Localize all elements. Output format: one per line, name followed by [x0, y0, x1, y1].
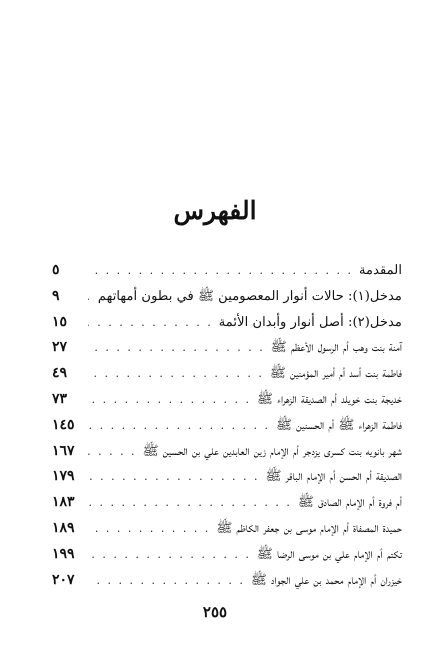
- toc-entry-title: مدخل(١): حالات أنوار المعصومين ﷺ في بطون أمهاتهم: [97, 288, 402, 304]
- toc-entry-title: المقدمة: [358, 263, 402, 278]
- toc-entry: [52, 568, 402, 594]
- page-number: ٢٥٥: [202, 603, 228, 621]
- toc-entry: [52, 387, 402, 413]
- toc-leader-dots: [88, 310, 213, 336]
- toc-leader-dots: [88, 387, 251, 413]
- toc-leader-dots: [88, 361, 264, 387]
- toc-entry: [52, 335, 402, 361]
- page-title: الفهرس: [173, 196, 257, 225]
- toc-entry-page: ١٦٧: [52, 442, 75, 459]
- toc-entry: [52, 542, 402, 568]
- toc-entry-title: مدخل(٢): أصل أنوار وأبدان الأئمة: [218, 314, 402, 330]
- toc-entry-title: حميدة المصفاة أم الإمام موسى بن جعفر الكاظم ﷺ: [216, 520, 402, 536]
- toc-entry-page: ١٨٣: [52, 494, 75, 511]
- toc-entry-page: ١٤٥: [52, 416, 75, 433]
- toc-entry: [52, 258, 402, 284]
- toc-leader-dots: [88, 284, 92, 310]
- toc-entry: [52, 361, 402, 387]
- toc-entry: [52, 439, 402, 465]
- toc-entry-page: ٤٩: [52, 365, 68, 382]
- toc-entry-title: فاطمة بنت أسد أم أمير المؤمنين ﷺ: [269, 366, 402, 382]
- toc-entry-page: ٥: [52, 262, 60, 278]
- toc-entry-page: ٢٠٧: [52, 571, 75, 588]
- toc-entry: [52, 413, 402, 439]
- toc-entry-title: أم فروة أم الإمام الصادق ﷺ: [297, 495, 402, 511]
- table-of-contents: [52, 258, 402, 593]
- toc-leader-dots: [88, 464, 260, 490]
- toc-entry-title: آمنة بنت وهب أم الرسول الأعظم ﷺ: [270, 340, 402, 356]
- toc-entry-title: تكتم أم الإمام علي بن موسى الرضا ﷺ: [256, 546, 402, 562]
- toc-entry-page: ٩: [52, 287, 60, 304]
- toc-leader-dots: [88, 542, 251, 568]
- toc-entry-page: ١٥: [52, 313, 68, 330]
- toc-entry: [52, 284, 402, 310]
- toc-leader-dots: [88, 490, 292, 516]
- toc-entry: [52, 490, 402, 516]
- toc-entry-title: شهر بانويه بنت كسرى يزدجر أم الإمام زين العابدين علي بن الحسين ﷺ: [142, 443, 402, 459]
- toc-entry-page: ٢٧: [52, 339, 68, 356]
- toc-entry-page: ١٧٩: [52, 468, 75, 485]
- toc-entry-title: فاطمة الزهراء ﷺ أم الحسنين ﷺ: [276, 417, 402, 433]
- toc-entry: [52, 516, 402, 542]
- toc-leader-dots: [88, 335, 265, 361]
- toc-leader-dots: [88, 413, 270, 439]
- toc-entry-page: ١٩٩: [52, 545, 75, 562]
- toc-leader-dots: [88, 258, 353, 284]
- toc-entry-title: خديجة بنت خويلد أم الصديقة الزهراء ﷺ: [257, 391, 402, 407]
- toc-entry-page: ٧٣: [52, 390, 68, 407]
- toc-leader-dots: [88, 516, 210, 542]
- toc-entry: [52, 464, 402, 490]
- toc-leader-dots: [88, 568, 245, 594]
- toc-entry-title: الصديقة أم الحسن أم الإمام الباقر ﷺ: [265, 469, 402, 485]
- toc-leader-dots: [88, 439, 137, 465]
- toc-entry-title: خيزران أم الإمام محمد بن علي الجواد ﷺ: [250, 572, 402, 588]
- toc-entry: [52, 310, 402, 336]
- toc-entry-page: ١٨٩: [52, 519, 75, 536]
